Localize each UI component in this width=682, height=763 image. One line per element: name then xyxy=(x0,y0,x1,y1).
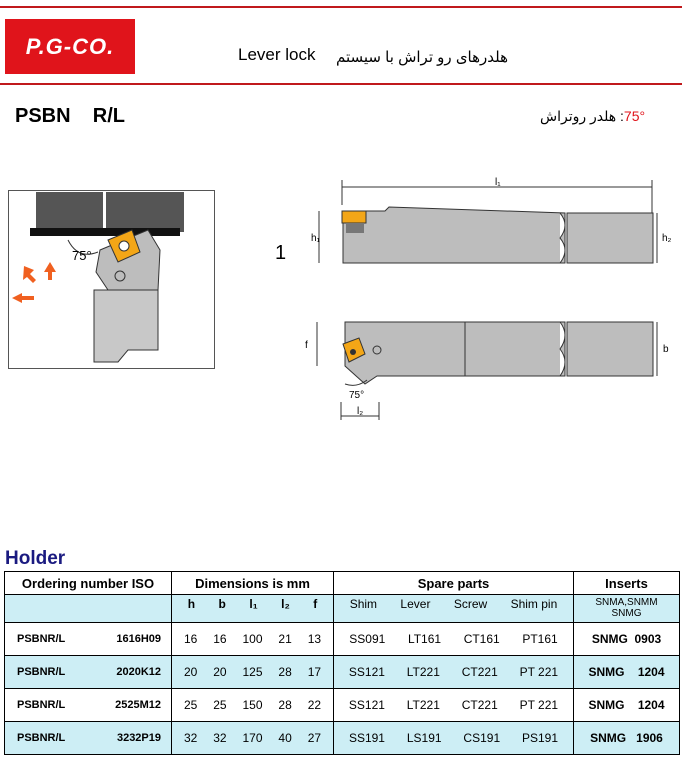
col-shim-pin: Shim pin xyxy=(510,597,558,611)
angle-description: هلدر روتراش xyxy=(540,108,617,124)
l2-label: l₂ xyxy=(357,406,364,417)
col-screw: Screw xyxy=(453,597,488,611)
table-row: PSBNR/L 1616H09 16 16 100 21 13 SS091 LT161 CT161 PT161 SNMG 0903 xyxy=(5,623,680,656)
header-rule xyxy=(0,83,682,85)
h2-label: h₂ xyxy=(662,233,672,244)
angle-value: 75° xyxy=(623,108,646,124)
header-title: Lever lock xyxy=(238,45,316,64)
top-angle-label: 75° xyxy=(349,390,365,401)
table-row: PSBNR/L 3232P19 32 32 170 40 27 SS191 LS191 CS191 PS191 SNMG 1906 xyxy=(5,722,680,755)
model-name: PSBN R/L xyxy=(15,105,126,127)
h1-label: h₁ xyxy=(311,233,320,244)
header-ordering: Ordering number ISO xyxy=(5,572,172,595)
col-shim: Shim xyxy=(349,597,378,611)
side-view-drawing xyxy=(305,175,675,275)
b-label: b xyxy=(663,344,669,355)
col-f: f xyxy=(313,597,318,611)
insert-type-2: SNMG xyxy=(611,608,642,619)
header-dimensions: Dimensions is mm xyxy=(172,572,334,595)
col-l1: l₁ xyxy=(249,597,258,611)
diagram-angle-label: 75° xyxy=(72,248,92,263)
table-subheader-row xyxy=(5,595,680,623)
col-b: b xyxy=(218,597,226,611)
header-spare: Spare parts xyxy=(334,572,574,595)
header-inserts: Inserts xyxy=(574,572,680,595)
angle-note: 75°: هلدر روتراش xyxy=(540,108,646,124)
l1-label: l₁ xyxy=(495,177,501,188)
top-view-drawing xyxy=(305,310,675,422)
section-title: Holder xyxy=(5,548,66,569)
header-title-fa: هلدرهای رو تراش با سیستم xyxy=(336,49,509,66)
f-label: f xyxy=(305,340,308,351)
holder-table xyxy=(4,571,680,755)
col-h: h xyxy=(187,597,196,611)
insert-type-1: SNMA,SNMM xyxy=(595,597,658,608)
workpiece xyxy=(36,192,184,232)
table-row: PSBNR/L 2525M12 25 25 150 28 22 SS121 LT221 CT221 PT 221 SNMG 1204 xyxy=(5,689,680,722)
company-logo: P.G-CO. xyxy=(5,19,135,74)
table-header-row xyxy=(5,572,680,595)
top-rule xyxy=(0,6,682,8)
table-row: PSBNR/L 2020K12 20 20 125 28 17 SS121 LT221 CT221 PT 221 SNMG 1204 xyxy=(5,656,680,689)
col-lever: Lever xyxy=(400,597,431,611)
col-l2: l₂ xyxy=(281,597,290,611)
cutting-diagram xyxy=(8,190,216,370)
figure-mark: 1 xyxy=(275,242,287,264)
